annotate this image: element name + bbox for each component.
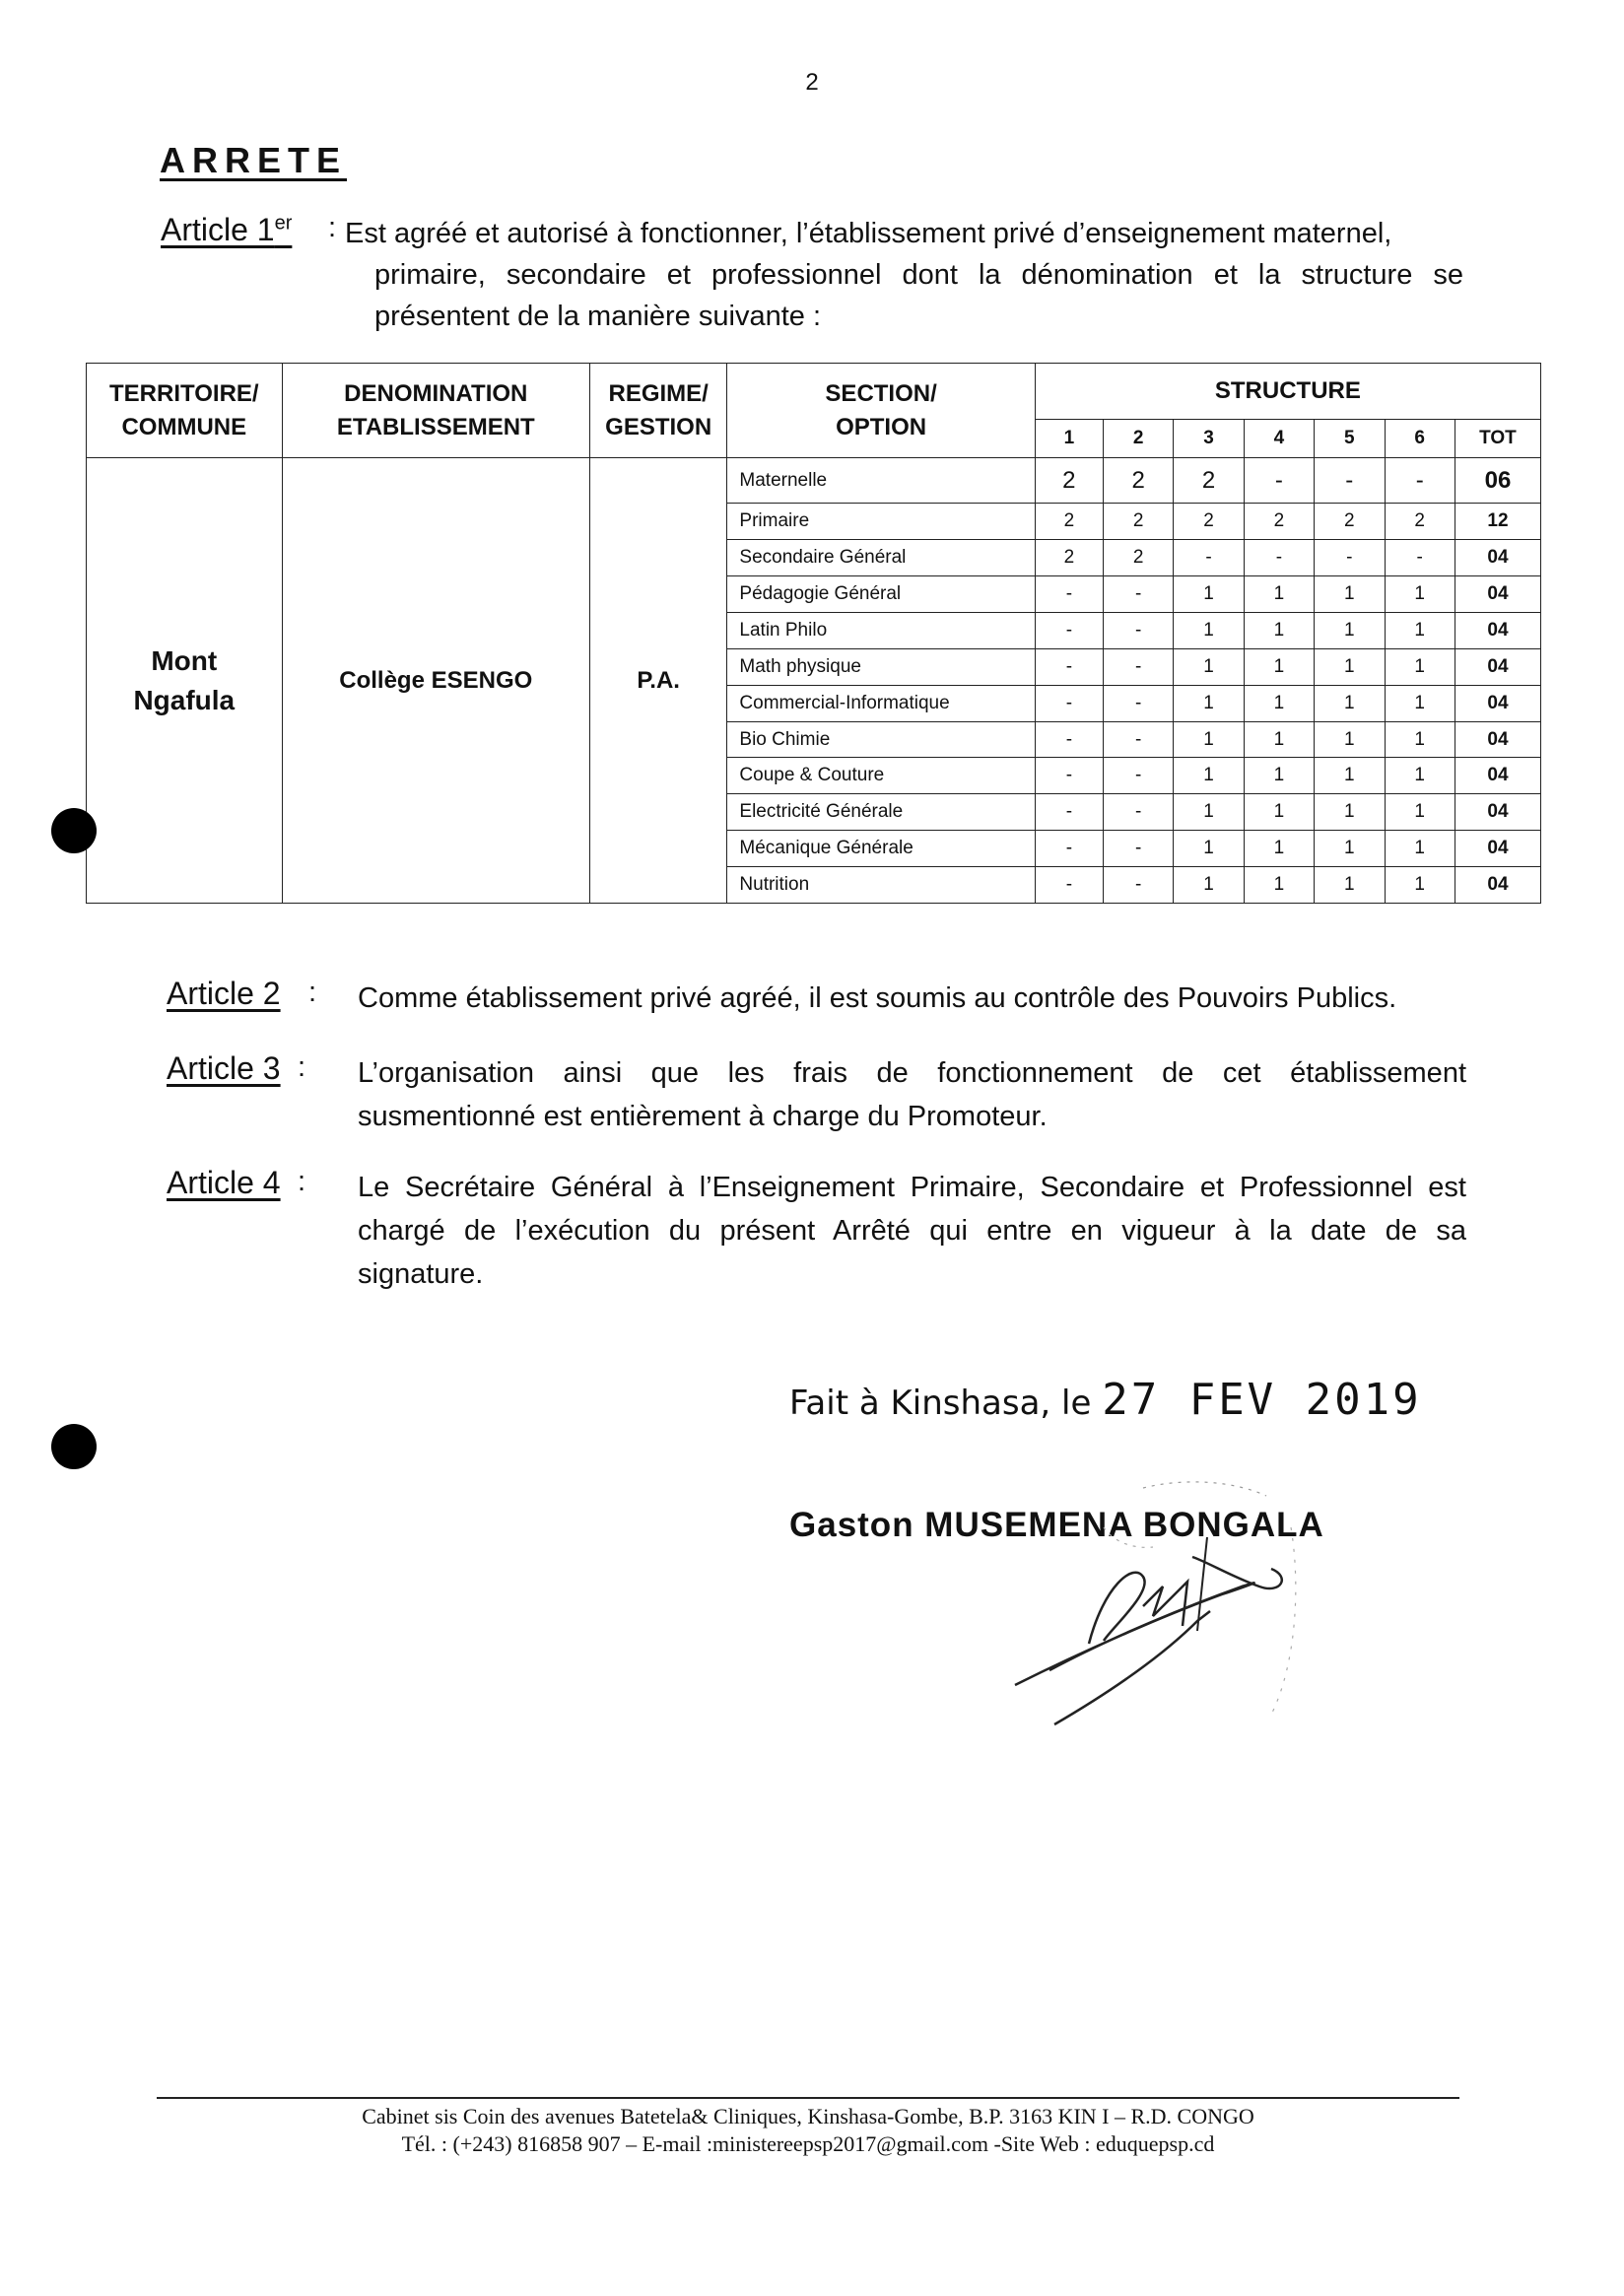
- header-regime: [589, 364, 726, 458]
- signer-name: Gaston MUSEMENA BONGALA: [789, 1506, 1324, 1544]
- structure-cell: 1: [1315, 576, 1385, 613]
- structure-cell: -: [1385, 540, 1455, 576]
- article-2-colon: :: [308, 977, 317, 1008]
- section-cell: Commercial-Informatique: [727, 685, 1035, 721]
- structure-cell: 1: [1315, 721, 1385, 758]
- table-row: [87, 458, 1541, 504]
- structure-cell: 1: [1244, 613, 1314, 649]
- header-territoire-line: COMMUNE: [121, 413, 247, 440]
- section-cell: Nutrition: [727, 867, 1035, 904]
- punch-hole-mark: [51, 808, 97, 853]
- article-4-line: chargé de l’exécution du présent Arrêté qui entre en vigueur à la date de sa: [358, 1215, 1466, 1247]
- structure-cell: -: [1174, 540, 1244, 576]
- total-cell: 12: [1455, 504, 1540, 540]
- regime-cell: P.A.: [589, 458, 726, 904]
- section-cell: Electricité Générale: [727, 794, 1035, 831]
- structure-cell: 1: [1385, 613, 1455, 649]
- structure-cell: 1: [1174, 576, 1244, 613]
- structure-cell: -: [1103, 685, 1173, 721]
- structure-cell: 1: [1385, 576, 1455, 613]
- section-cell: Latin Philo: [727, 613, 1035, 649]
- structure-cell: 1: [1315, 867, 1385, 904]
- article-1-sup: er: [274, 212, 293, 235]
- structure-cell: 2: [1244, 504, 1314, 540]
- section-cell: Math physique: [727, 648, 1035, 685]
- header-section: [727, 364, 1035, 458]
- article-1-line: primaire, secondaire et professionnel dont la dénomination et la structure se: [374, 259, 1463, 291]
- footer-rule: [157, 2097, 1459, 2099]
- structure-cell: -: [1035, 867, 1103, 904]
- structure-cell: 2: [1035, 504, 1103, 540]
- structure-cell: 2: [1315, 504, 1385, 540]
- section-cell: Primaire: [727, 504, 1035, 540]
- structure-cell: -: [1103, 867, 1173, 904]
- structure-cell: -: [1035, 648, 1103, 685]
- structure-cell: 1: [1174, 613, 1244, 649]
- handwritten-signature: [995, 1468, 1350, 1754]
- structure-cell: 1: [1385, 831, 1455, 867]
- structure-cell: -: [1103, 648, 1173, 685]
- structure-cell: -: [1315, 458, 1385, 504]
- structure-cell: -: [1035, 721, 1103, 758]
- total-cell: 04: [1455, 794, 1540, 831]
- structure-cell: 1: [1244, 867, 1314, 904]
- total-cell: 04: [1455, 685, 1540, 721]
- structure-cell: 1: [1315, 685, 1385, 721]
- structure-cell: 1: [1385, 758, 1455, 794]
- structure-cell: 1: [1244, 831, 1314, 867]
- article-4-line: Le Secrétaire Général à l’Enseignement Primaire, Secondaire et Professionnel est: [358, 1172, 1466, 1203]
- structure-cell: -: [1103, 758, 1173, 794]
- structure-cell: 1: [1315, 831, 1385, 867]
- section-cell: Mécanique Générale: [727, 831, 1035, 867]
- article-2-line: Comme établissement privé agréé, il est soumis au contrôle des Pouvoirs Publics.: [358, 982, 1397, 1014]
- structure-cell: -: [1385, 458, 1455, 504]
- structure-cell: 2: [1174, 504, 1244, 540]
- place-prefix: Fait à Kinshasa, le: [789, 1384, 1092, 1423]
- article-1-line: Est agréé et autorisé à fonctionner, l’établissement privé d’enseignement maternel,: [345, 218, 1392, 249]
- denomination-cell: Collège ESENGO: [282, 458, 589, 904]
- header-col: 2: [1103, 420, 1173, 458]
- punch-hole-mark: [51, 1424, 97, 1469]
- structure-table: [86, 363, 1541, 904]
- total-cell: 04: [1455, 758, 1540, 794]
- structure-cell: -: [1035, 794, 1103, 831]
- structure-cell: 1: [1385, 721, 1455, 758]
- header-territoire-line: TERRITOIRE/: [109, 379, 259, 407]
- article-2-label: Article 2: [167, 976, 281, 1011]
- header-col: 5: [1315, 420, 1385, 458]
- section-cell: Coupe & Couture: [727, 758, 1035, 794]
- total-cell: 06: [1455, 458, 1540, 504]
- header-regime-line: REGIME/: [608, 379, 709, 407]
- structure-cell: 2: [1035, 540, 1103, 576]
- footer-contact: Tél. : (+243) 816858 907 – E-mail :ministereepsp2017@gmail.com -Site Web : eduquepsp.cd: [401, 2131, 1215, 2156]
- structure-cell: -: [1035, 831, 1103, 867]
- structure-cell: 1: [1244, 576, 1314, 613]
- header-structure: STRUCTURE: [1035, 364, 1540, 420]
- structure-cell: 2: [1035, 458, 1103, 504]
- article-3-line: L’organisation ainsi que les frais de fonctionnement de cet établissement: [358, 1057, 1466, 1089]
- structure-cell: 1: [1385, 648, 1455, 685]
- header-col: 1: [1035, 420, 1103, 458]
- structure-cell: 1: [1174, 685, 1244, 721]
- territoire-line: Mont: [151, 644, 218, 676]
- structure-cell: -: [1103, 613, 1173, 649]
- article-2-text: [358, 977, 1466, 1020]
- structure-cell: -: [1035, 613, 1103, 649]
- structure-cell: 1: [1244, 721, 1314, 758]
- section-cell: Secondaire Général: [727, 540, 1035, 576]
- structure-cell: 2: [1103, 458, 1173, 504]
- structure-cell: 2: [1385, 504, 1455, 540]
- article-4-colon: :: [298, 1166, 306, 1197]
- section-cell: Pédagogie Général: [727, 576, 1035, 613]
- header-section-line: SECTION/: [825, 379, 937, 407]
- structure-cell: 2: [1103, 504, 1173, 540]
- structure-cell: 1: [1385, 794, 1455, 831]
- structure-cell: 1: [1174, 648, 1244, 685]
- structure-cell: -: [1244, 458, 1314, 504]
- structure-cell: 1: [1315, 794, 1385, 831]
- total-cell: 04: [1455, 831, 1540, 867]
- place-date-line: [789, 1375, 1422, 1425]
- header-regime-line: GESTION: [605, 413, 712, 440]
- structure-cell: 2: [1103, 540, 1173, 576]
- structure-cell: 1: [1174, 794, 1244, 831]
- structure-cell: -: [1035, 758, 1103, 794]
- structure-cell: -: [1035, 576, 1103, 613]
- article-1-label-text: Article 1: [161, 212, 275, 247]
- structure-cell: 1: [1244, 794, 1314, 831]
- structure-cell: 1: [1315, 613, 1385, 649]
- structure-cell: 1: [1174, 867, 1244, 904]
- section-cell: Bio Chimie: [727, 721, 1035, 758]
- structure-cell: -: [1103, 721, 1173, 758]
- header-denomination: [282, 364, 589, 458]
- territoire-line: Ngafula: [133, 684, 236, 715]
- structure-cell: -: [1103, 794, 1173, 831]
- header-denomination-line: DENOMINATION: [344, 379, 528, 407]
- territoire-cell: [87, 458, 283, 904]
- header-col: TOT: [1455, 420, 1540, 458]
- structure-cell: -: [1315, 540, 1385, 576]
- structure-cell: 1: [1174, 721, 1244, 758]
- header-denomination-line: ETABLISSEMENT: [336, 413, 535, 440]
- article-3-label: Article 3: [167, 1050, 281, 1086]
- document-heading: ARRETE: [160, 140, 348, 180]
- total-cell: 04: [1455, 540, 1540, 576]
- total-cell: 04: [1455, 721, 1540, 758]
- footer-address: Cabinet sis Coin des avenues Batetela& Cliniques, Kinshasa-Gombe, B.P. 3163 KIN I – R.D. CONGO: [362, 2104, 1254, 2128]
- structure-cell: 1: [1174, 758, 1244, 794]
- header-territoire: [87, 364, 283, 458]
- structure-cell: -: [1103, 576, 1173, 613]
- article-1-colon: :: [328, 212, 337, 243]
- article-3-text: [358, 1051, 1466, 1138]
- header-col: 4: [1244, 420, 1314, 458]
- structure-cell: -: [1035, 685, 1103, 721]
- structure-cell: 1: [1385, 685, 1455, 721]
- header-col: 3: [1174, 420, 1244, 458]
- total-cell: 04: [1455, 867, 1540, 904]
- article-1-label: [161, 212, 292, 248]
- structure-cell: 1: [1244, 648, 1314, 685]
- stamped-date: 27 FEV 2019: [1102, 1375, 1422, 1425]
- structure-cell: -: [1103, 831, 1173, 867]
- structure-cell: 1: [1315, 758, 1385, 794]
- total-cell: 04: [1455, 613, 1540, 649]
- page-number: 2: [805, 69, 819, 96]
- structure-cell: 1: [1244, 758, 1314, 794]
- article-3-colon: :: [298, 1051, 306, 1083]
- total-cell: 04: [1455, 648, 1540, 685]
- article-4-line: signature.: [358, 1258, 484, 1290]
- header-col: 6: [1385, 420, 1455, 458]
- structure-cell: 1: [1244, 685, 1314, 721]
- structure-cell: 1: [1315, 648, 1385, 685]
- structure-cell: -: [1244, 540, 1314, 576]
- article-4-label: Article 4: [167, 1165, 281, 1200]
- structure-cell: 1: [1174, 831, 1244, 867]
- section-cell: Maternelle: [727, 458, 1035, 504]
- article-1-line: présentent de la manière suivante :: [374, 301, 821, 332]
- structure-cell: 1: [1385, 867, 1455, 904]
- article-3-line: susmentionné est entièrement à charge du Promoteur.: [358, 1101, 1048, 1132]
- header-section-line: OPTION: [836, 413, 927, 440]
- structure-cell: 2: [1174, 458, 1244, 504]
- article-1-text: [345, 213, 1463, 337]
- total-cell: 04: [1455, 576, 1540, 613]
- article-4-text: [358, 1166, 1466, 1296]
